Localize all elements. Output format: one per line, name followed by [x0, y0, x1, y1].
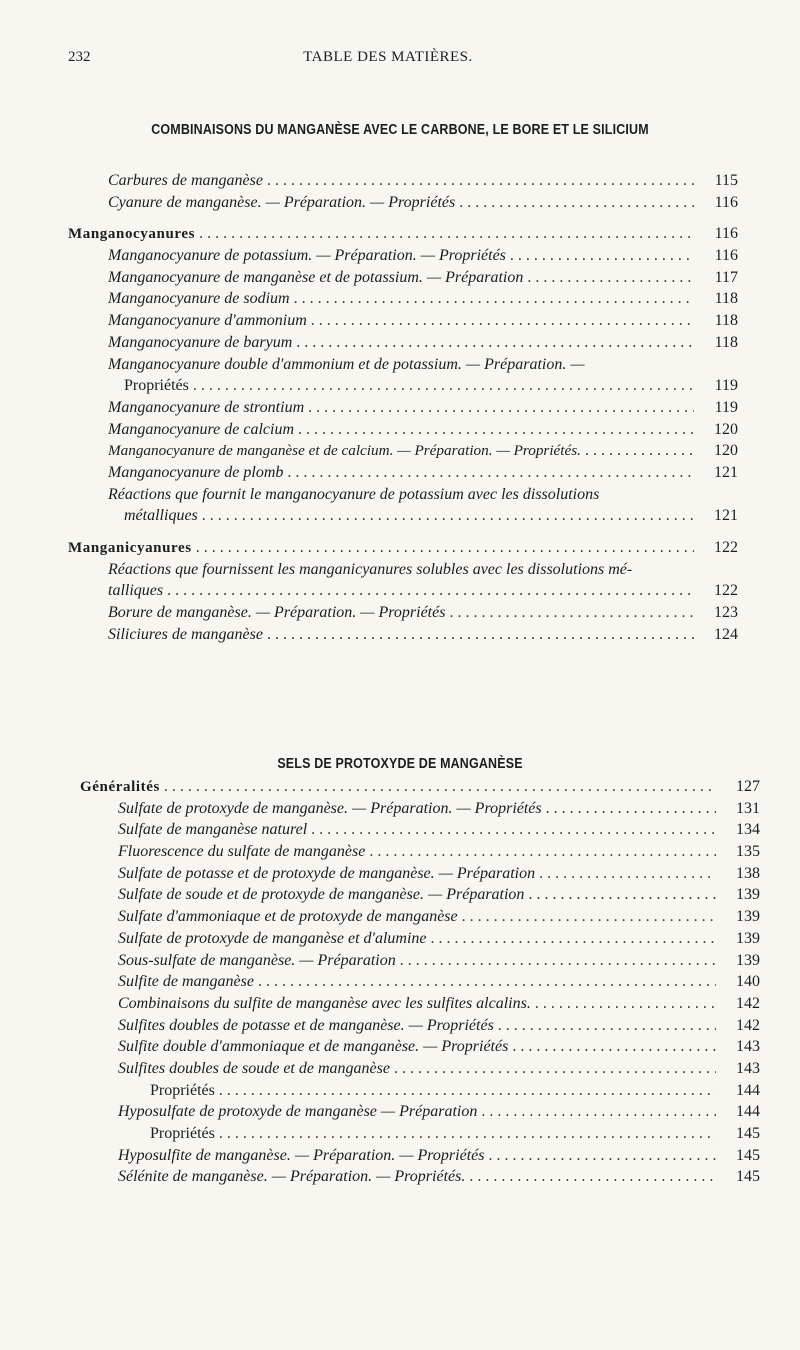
toc-entry-title: Sulfites doubles de potasse et de manganèse. — Propriétés — [118, 1016, 494, 1034]
page-number: 232 — [68, 49, 91, 65]
toc-entry — [150, 1080, 760, 1102]
toc-entry-title: Sulfite double d'ammoniaque et de manganèse. — Propriétés — [118, 1038, 509, 1056]
section-title: COMBINAISONS DU MANGANÈSE AVEC LE CARBONE, LE BORE ET LE SILICIUM — [151, 122, 649, 138]
toc-entry — [118, 863, 760, 885]
toc-entry-page: 116 — [714, 225, 738, 243]
toc-entry-title: Manganocyanure de plomb — [108, 463, 284, 481]
toc-entry-title: Cyanure de manganèse. — Préparation. — Propriétés — [108, 193, 456, 211]
toc-entry-page: 122 — [714, 539, 738, 557]
toc-entry-title: métalliques — [124, 507, 198, 525]
toc-entry-first-line — [108, 484, 738, 506]
toc-entry-title: Sulfate de manganèse naturel — [118, 821, 308, 839]
toc-entry-page: 145 — [736, 1168, 760, 1186]
toc-group-heading — [68, 537, 738, 559]
toc-entry — [118, 993, 760, 1015]
toc-entry-title: Combinaisons du sulfite de manganèse avec les sulfites alcalins. — [118, 994, 531, 1012]
toc-entry-title: Sulfate d'ammoniaque et de protoxyde de manganèse — [118, 908, 458, 926]
toc-entry — [118, 1015, 760, 1037]
toc-entry — [108, 602, 738, 624]
toc-entry — [108, 310, 738, 332]
toc-entry-page: 131 — [736, 799, 760, 817]
toc-entry — [118, 1058, 760, 1080]
toc-entry — [150, 1123, 760, 1145]
toc-entry-first-line — [108, 559, 738, 581]
toc-entry-page: 127 — [736, 778, 760, 795]
toc-entry — [118, 950, 760, 972]
toc-entry — [108, 462, 738, 484]
toc-entry-page: 144 — [736, 1081, 760, 1099]
toc-entry-title: Manganocyanure de strontium — [108, 398, 305, 416]
toc-entry-title: Siliciures de manganèse — [108, 625, 263, 643]
toc-entry-page: 119 — [714, 377, 738, 395]
toc-entry — [108, 192, 738, 214]
toc-entry-page: 118 — [714, 312, 738, 330]
toc-entry-title: Généralités — [80, 779, 160, 795]
toc-entry-title: Manganocyanure double d'ammonium et de potassium. — Préparation. — — [108, 355, 585, 373]
toc-entry — [118, 1145, 760, 1167]
toc-entry-title: Manganocyanure de calcium — [108, 420, 295, 438]
toc-entry-first-line — [108, 354, 738, 376]
toc-entry-title: Sous-sulfate de manganèse. — Préparation — [118, 951, 396, 969]
toc-entry — [108, 419, 738, 441]
section-title: SELS DE PROTOXYDE DE MANGANÈSE — [277, 756, 523, 772]
toc-entry-page: 120 — [714, 420, 738, 438]
toc-entry-page: 135 — [736, 843, 760, 861]
toc-entry — [108, 267, 738, 289]
toc-entry-title: Manganocyanure de manganèse et de calcium. — Préparation. — Propriétés. — [108, 442, 581, 460]
toc-entry-page: 140 — [736, 973, 760, 991]
toc-entry-title: Sulfite de manganèse — [118, 973, 254, 991]
toc-entry-page: 145 — [736, 1125, 760, 1142]
toc-entry — [118, 928, 760, 950]
toc-entry-title: Borure de manganèse. — Préparation. — Propriétés — [108, 604, 446, 622]
toc-entry — [108, 288, 738, 310]
toc-entry-title: Propriétés — [150, 1081, 215, 1099]
toc-entry-page: 142 — [736, 994, 760, 1012]
toc-entry — [118, 798, 760, 820]
toc-entry-page: 139 — [736, 908, 760, 926]
running-title: TABLE DES MATIÈRES. — [303, 49, 473, 65]
toc-entry-title: Sélénite de manganèse. — Préparation. — Propriétés. — [118, 1168, 466, 1186]
toc-entry-continuation — [124, 375, 738, 397]
toc-entry — [118, 906, 760, 928]
toc-entry-page: 139 — [736, 929, 760, 947]
toc-entry — [118, 841, 760, 863]
toc-entry-page: 143 — [736, 1059, 760, 1077]
toc-entry-page: 142 — [736, 1016, 760, 1034]
toc-entry-page: 122 — [714, 582, 738, 600]
toc-entry-title: Propriétés — [124, 377, 189, 395]
toc-entry-page: 123 — [714, 604, 738, 622]
toc-entry-title: Manganocyanures — [68, 226, 196, 243]
toc-entry-page: 119 — [714, 398, 738, 416]
toc-group-heading — [68, 223, 738, 245]
toc-entry — [118, 1101, 760, 1123]
toc-entry-title: Sulfate de protoxyde de manganèse et d'alumine — [118, 929, 427, 947]
toc-entry-continuation — [108, 580, 738, 602]
toc-entry-continuation — [124, 505, 738, 527]
toc-entry — [108, 332, 738, 354]
toc-group-heading — [80, 776, 760, 798]
toc-entry-title: Sulfites doubles de soude et de manganèse — [118, 1059, 390, 1077]
toc-entry — [118, 1036, 760, 1058]
toc-entry-page: 121 — [714, 507, 738, 525]
toc-entry — [108, 170, 738, 192]
toc-entry-title: Hyposulfite de manganèse. — Préparation. — Propriétés — [118, 1146, 485, 1164]
toc-entry-title: Sulfate de soude et de protoxyde de manganèse. — Préparation — [118, 886, 525, 904]
toc-entry — [118, 971, 760, 993]
toc-entry-page: 134 — [736, 821, 760, 839]
toc-entry-title: Manganocyanure de potassium. — Préparation. — Propriétés — [108, 247, 506, 265]
toc-entry-title: Manganicyanures — [68, 540, 192, 557]
toc-entry — [118, 884, 760, 906]
toc-entry — [118, 819, 760, 841]
toc-section-carbon-boron-silicon — [0, 170, 800, 645]
toc-entry-page: 118 — [714, 333, 738, 351]
toc-entry-title: Manganocyanure de sodium — [108, 290, 290, 308]
toc-entry-title: Manganocyanure de baryum — [108, 333, 293, 351]
toc-entry-title: Fluorescence du sulfate de manganèse — [118, 843, 366, 861]
toc-entry-title: Sulfate de potasse et de protoxyde de manganèse. — Préparation — [118, 864, 536, 882]
toc-entry-page: 116 — [714, 193, 738, 211]
toc-entry-title: Manganocyanure de manganèse et de potassium. — Préparation — [108, 268, 524, 286]
toc-entry-page: 145 — [736, 1146, 760, 1164]
toc-entry-page: 139 — [736, 886, 760, 904]
toc-entry-title: Sulfate de protoxyde de manganèse. — Préparation. — Propriétés — [118, 799, 542, 817]
toc-entry-title: Carbures de manganèse — [108, 172, 263, 189]
toc-entry-page: 118 — [714, 290, 738, 308]
toc-entry-title: Réactions que fournit le manganocyanure de potassium avec les dissolutions — [108, 485, 600, 503]
toc-entry-page: 138 — [736, 864, 760, 882]
toc-entry-title: Manganocyanure d'ammonium — [108, 312, 307, 330]
toc-entry-page: 144 — [736, 1103, 760, 1121]
toc-entry-page: 139 — [736, 951, 760, 969]
toc-section-protoxide-salts — [0, 776, 800, 1188]
toc-entry-title: Hyposulfate de protoxyde de manganèse — Préparation — [118, 1103, 478, 1121]
toc-entry — [108, 440, 738, 462]
toc-entry-page: 117 — [714, 268, 738, 286]
toc-entry — [118, 1166, 760, 1188]
toc-entry-page: 124 — [714, 625, 738, 643]
toc-entry-page: 115 — [714, 172, 738, 189]
toc-entry-page: 121 — [714, 463, 738, 481]
toc-entry — [108, 397, 738, 419]
toc-entry-page: 143 — [736, 1038, 760, 1056]
toc-entry — [108, 624, 738, 646]
toc-entry-page: 116 — [714, 247, 738, 265]
running-header — [68, 49, 708, 69]
toc-entry-title: Réactions que fournissent les manganicyanures solubles avec les dissolutions mé- — [108, 560, 633, 578]
toc-entry-title: talliques — [108, 582, 164, 600]
toc-entry-title: Propriétés — [150, 1125, 215, 1142]
toc-entry-page: 120 — [714, 442, 738, 460]
toc-entry — [108, 245, 738, 267]
